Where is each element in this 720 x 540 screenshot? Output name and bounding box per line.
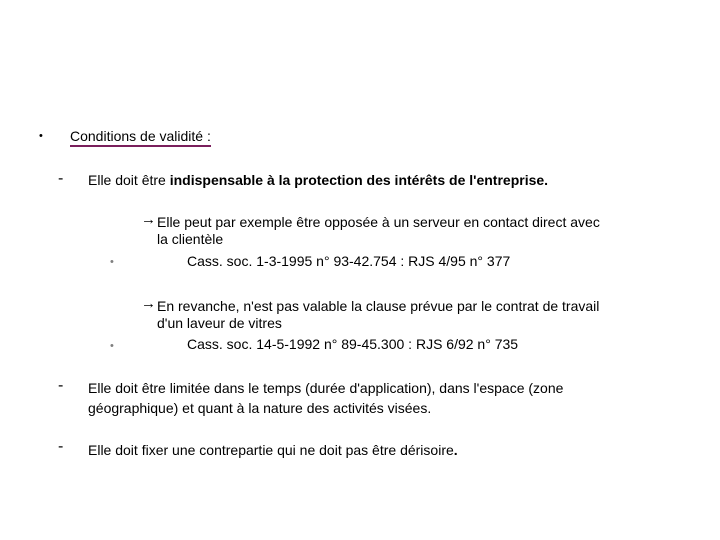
example-1-line2: la clientèle xyxy=(157,231,224,247)
item-1-prefix: Elle doit être xyxy=(88,172,170,188)
example-1-arrow: → xyxy=(141,211,156,228)
item-2-line2: géographique) et quant à la nature des activités visées. xyxy=(88,400,432,416)
heading-title-text: Conditions de validité : xyxy=(70,128,211,147)
item-1-dash: - xyxy=(58,170,64,187)
example-1-bullet: • xyxy=(110,256,114,268)
example-1-reference: Cass. soc. 1-3-1995 n° 93-42.754 : RJS 4/95 n° 377 xyxy=(187,253,511,269)
item-1-emphasis: indispensable à la protection des intérêts de l'entreprise. xyxy=(169,172,549,188)
example-2-line1: En revanche, n'est pas valable la clause prévue par le contrat de travail xyxy=(157,298,600,314)
heading-bullet: • xyxy=(39,130,43,142)
item-2-line1: Elle doit être limitée dans le temps (durée d'application), dans l'espace (zone xyxy=(88,380,564,396)
item-3-suffix: . xyxy=(453,442,458,458)
example-2-bullet: • xyxy=(110,340,114,352)
item-2-dash: - xyxy=(58,377,64,394)
example-2-line2: d'un laveur de vitres xyxy=(157,315,282,331)
item-3-dash: - xyxy=(58,438,64,455)
item-3-text xyxy=(88,440,458,460)
example-2-arrow: → xyxy=(141,295,156,312)
example-2-reference: Cass. soc. 14-5-1992 n° 89-45.300 : RJS 6/92 n° 735 xyxy=(187,336,519,352)
example-1-line1: Elle peut par exemple être opposée à un serveur en contact direct avec xyxy=(157,214,600,230)
item-1-text xyxy=(88,170,548,190)
item-3-prefix: Elle doit fixer une contrepartie qui ne doit pas être dérisoire xyxy=(88,442,454,458)
heading-title xyxy=(70,128,211,144)
